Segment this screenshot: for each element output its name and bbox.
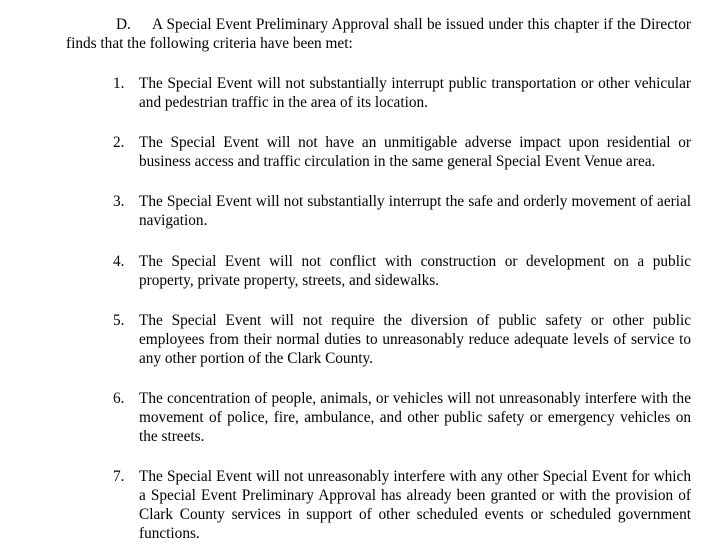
criterion-number: 6. [113, 390, 125, 407]
criterion-7 [113, 467, 691, 543]
criterion-number: 3. [113, 193, 125, 210]
criterion-text: The Special Event will not have an unmitigable adverse impact upon residential or business access and traffic circulation in the same general Special Event Venue area. [139, 134, 691, 170]
criterion-3 [113, 192, 691, 230]
criterion-number: 2. [113, 134, 125, 151]
criterion-text: The Special Event will not require the diversion of public safety or other public employees from their normal duties to unreasonably reduce adequate levels of service to any other portion of the Clark County. [139, 312, 691, 367]
criterion-number: 7. [113, 468, 125, 485]
criterion-text: The Special Event will not substantially interrupt the safe and orderly movement of aerial navigation. [139, 193, 691, 229]
criterion-number: 4. [113, 253, 125, 270]
section-letter: D. [116, 16, 131, 33]
criterion-number: 1. [113, 75, 125, 92]
criterion-text: The concentration of people, animals, or vehicles will not unreasonably interfere with the movement of police, fire, ambulance, and other public safety or emergency vehicles on the streets. [139, 390, 691, 445]
criterion-number: 5. [113, 312, 125, 329]
criterion-4 [113, 252, 691, 290]
section-d-intro [66, 15, 691, 53]
criterion-text: The Special Event will not conflict with construction or development on a public property, private property, streets, and sidewalks. [139, 253, 691, 289]
criterion-5 [113, 311, 691, 368]
criterion-2 [113, 133, 691, 171]
criterion-text: The Special Event will not substantially interrupt public transportation or other vehicular and pedestrian traffic in the area of its location. [139, 75, 691, 111]
criterion-1 [113, 74, 691, 112]
section-intro-text: A Special Event Preliminary Approval shall be issued under this chapter if the Director finds that the following criteria have been met: [66, 16, 691, 52]
criterion-6 [113, 389, 691, 446]
criterion-text: The Special Event will not unreasonably interfere with any other Special Event for which a Special Event Preliminary Approval has already been granted or with the provision of Clark County services in support of other scheduled events or scheduled government functions. [139, 468, 691, 542]
